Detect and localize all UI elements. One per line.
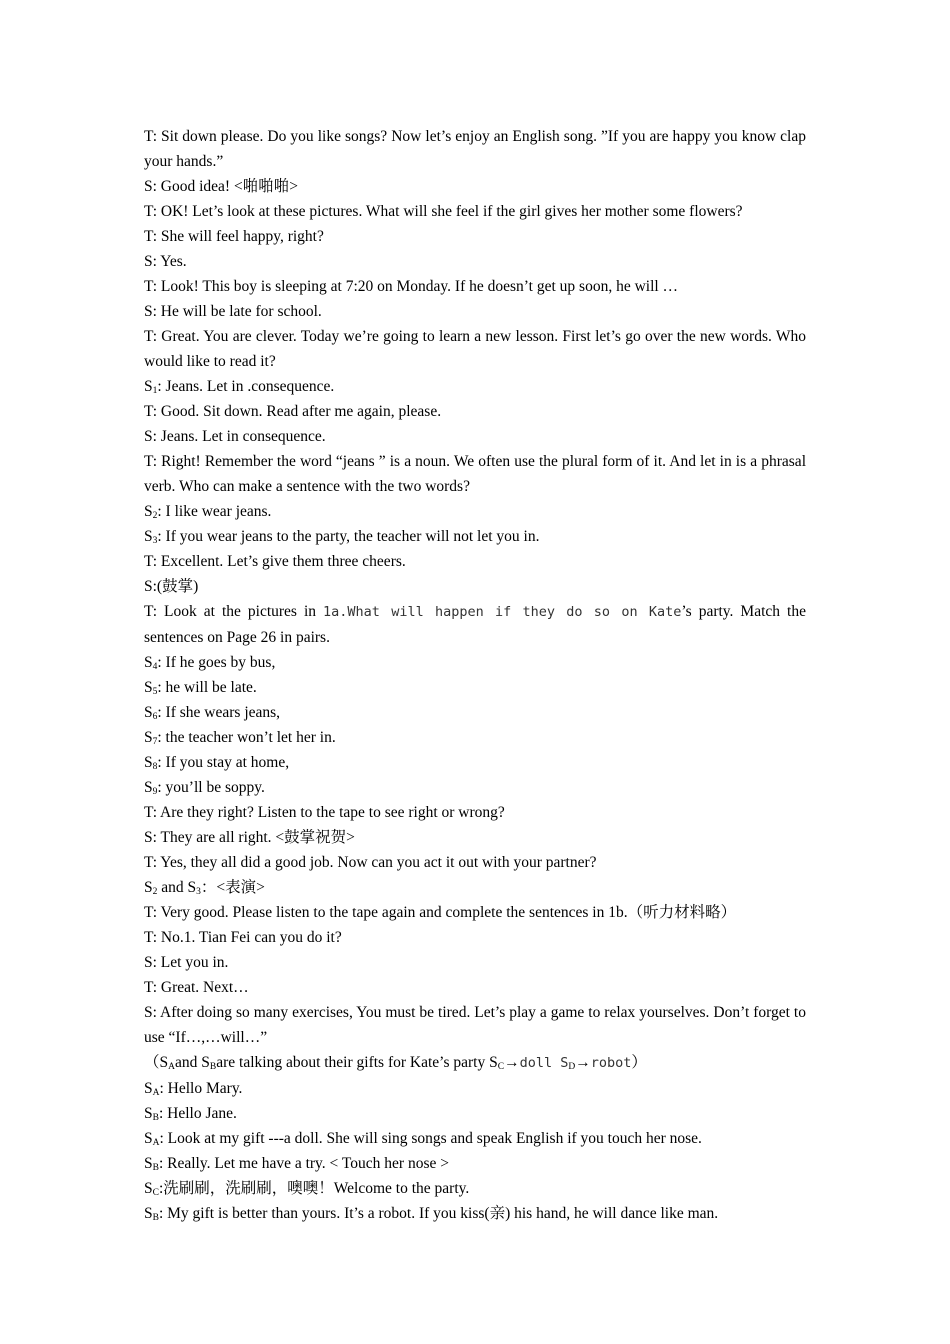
- transcript-line: [144, 1050, 806, 1076]
- transcript-line: [144, 650, 806, 675]
- transcript-line: [144, 725, 806, 750]
- line-text: ）: [631, 1054, 647, 1071]
- transcript-line: [144, 675, 806, 700]
- transcript-line: S: They are all right. <鼓掌祝贺>: [144, 829, 355, 846]
- speaker-subscript: 6: [152, 712, 158, 722]
- line-text: （S: [144, 1054, 169, 1071]
- line-text: ’s party. Match the sentences on Page 26 in pairs.: [144, 603, 806, 646]
- transcript-line: T: Great. You are clever. Today we’re going to learn a new lesson. First let’s go over the new words. Who would like to read it?: [144, 328, 806, 370]
- transcript-line: [144, 1151, 806, 1176]
- monospace-text: robot: [590, 1055, 632, 1071]
- speaker-subscript: 3: [196, 887, 201, 897]
- line-text: : If he goes by bus,: [157, 654, 276, 671]
- transcript-line: [144, 524, 806, 549]
- speaker-subscript: 5: [152, 687, 158, 697]
- transcript-line: S: Jeans. Let in consequence.: [144, 428, 326, 445]
- transcript-line: [144, 1201, 806, 1226]
- transcript-line: T: Great. Next…: [144, 979, 249, 996]
- speaker-subscript: C: [152, 1188, 159, 1198]
- transcript-line: [144, 1176, 806, 1201]
- speaker-label: S: [144, 679, 153, 696]
- transcript-line: T: She will feel happy, right?: [144, 228, 324, 245]
- transcript-line: T: No.1. Tian Fei can you do it?: [144, 929, 342, 946]
- speaker-label: S: [144, 1080, 153, 1097]
- line-text: : he will be late.: [157, 679, 257, 696]
- arrow-glyph: →: [575, 1054, 591, 1071]
- speaker-subscript: 9: [152, 787, 158, 797]
- line-text: are talking about their gifts for Kate’s party S: [216, 1054, 498, 1071]
- speaker-label: S: [144, 1105, 153, 1122]
- speaker-label: S: [144, 378, 153, 395]
- speaker-label: S: [144, 1130, 153, 1147]
- speaker-subscript: C: [497, 1062, 505, 1072]
- speaker-subscript: A: [168, 1062, 175, 1072]
- line-text: ：<表演>: [200, 879, 265, 896]
- transcript-line: [144, 1126, 806, 1151]
- transcript-line: [144, 875, 806, 900]
- line-text: : Jeans. Let in .consequence.: [157, 378, 335, 395]
- line-text: : If she wears jeans,: [157, 704, 281, 721]
- speaker-subscript: A: [152, 1088, 160, 1098]
- speaker-subscript: B: [209, 1062, 217, 1072]
- transcript-line: S: Yes.: [144, 253, 187, 270]
- speaker-subscript: 3: [152, 536, 158, 546]
- speaker-label: S: [144, 1205, 153, 1222]
- transcript-line: [144, 1101, 806, 1126]
- lesson-transcript: [144, 124, 806, 1226]
- transcript-line: [144, 499, 806, 524]
- line-text: : My gift is better than yours. It’s a robot. If you kiss(亲) his hand, he will dance like man.: [158, 1205, 719, 1222]
- speaker-subscript: B: [152, 1213, 159, 1223]
- line-text: : Really. Let me have a try. < Touch her nose >: [158, 1155, 449, 1172]
- transcript-line: S: Let you in.: [144, 954, 229, 971]
- arrow-glyph: →: [504, 1054, 520, 1071]
- speaker-subscript: 1: [152, 386, 158, 396]
- speaker-subscript: A: [152, 1138, 160, 1148]
- line-text: : Hello Jane.: [158, 1105, 237, 1122]
- transcript-line: T: Yes, they all did a good job. Now can you act it out with your partner?: [144, 854, 597, 871]
- speaker-label: S: [144, 779, 153, 796]
- speaker-subscript: 4: [152, 662, 158, 672]
- speaker-label: S: [144, 503, 153, 520]
- transcript-line: T: Very good. Please listen to the tape again and complete the sentences in 1b.（听力材料略）: [144, 904, 737, 921]
- speaker-subscript: B: [152, 1113, 159, 1123]
- transcript-line: [144, 750, 806, 775]
- line-text: : the teacher won’t let her in.: [157, 729, 336, 746]
- transcript-line: S:(鼓掌): [144, 578, 199, 595]
- line-text: : Hello Mary.: [159, 1080, 243, 1097]
- speaker-label: S: [144, 1180, 153, 1197]
- transcript-line: S: Good idea! <啪啪啪>: [144, 178, 298, 195]
- transcript-line: T: Sit down please. Do you like songs? Now let’s enjoy an English song. ”If you are happy you know clap your hands.”: [144, 128, 806, 170]
- line-text: and S: [157, 879, 197, 896]
- speaker-label: S: [144, 654, 153, 671]
- monospace-text: 1a.What will happen if they do so on Kate: [323, 604, 682, 620]
- transcript-line: T: Look! This boy is sleeping at 7:20 on Monday. If he doesn’t get up soon, he will …: [144, 278, 679, 295]
- transcript-line: [144, 700, 806, 725]
- transcript-line: T: Right! Remember the word “jeans ” is a noun. We often use the plural form of it. And let in is a phrasal verb. Who can make a sentence with the two words?: [144, 453, 806, 495]
- transcript-line: T: OK! Let’s look at these pictures. What will she feel if the girl gives her mother some flowers?: [144, 203, 743, 220]
- line-text: : you’ll be soppy.: [157, 779, 265, 796]
- monospace-text: doll S: [519, 1055, 569, 1071]
- line-text: : Look at my gift ---a doll. She will sing songs and speak English if you touch her nose.: [159, 1130, 702, 1147]
- transcript-line: [144, 599, 806, 650]
- speaker-subscript: B: [152, 1163, 159, 1173]
- speaker-subscript: 2: [152, 887, 158, 897]
- line-text: : If you stay at home,: [157, 754, 290, 771]
- transcript-line: T: Excellent. Let’s give them three cheers.: [144, 553, 406, 570]
- speaker-subscript: 8: [152, 762, 158, 772]
- transcript-line: T: Good. Sit down. Read after me again, please.: [144, 403, 442, 420]
- line-text: :洗刷刷，洗刷刷，噢噢！Welcome to the party.: [158, 1180, 470, 1197]
- transcript-line: [144, 374, 806, 399]
- speaker-label: S: [144, 879, 153, 896]
- speaker-label: S: [144, 528, 153, 545]
- speaker-subscript: D: [568, 1062, 576, 1072]
- line-text: : I like wear jeans.: [157, 503, 272, 520]
- transcript-line: S: He will be late for school.: [144, 303, 322, 320]
- line-text: : If you wear jeans to the party, the teacher will not let you in.: [157, 528, 540, 545]
- speaker-label: S: [144, 754, 153, 771]
- line-text: T: Look at the pictures in: [144, 603, 324, 620]
- line-text: and S: [175, 1054, 210, 1071]
- transcript-line: S: After doing so many exercises, You must be tired. Let’s play a game to relax yourselves. Don’t forget to use “If…,…will…”: [144, 1004, 806, 1046]
- speaker-label: S: [144, 1155, 153, 1172]
- transcript-line: [144, 775, 806, 800]
- speaker-subscript: 2: [152, 511, 158, 521]
- transcript-line: T: Are they right? Listen to the tape to see right or wrong?: [144, 804, 505, 821]
- speaker-subscript: 7: [152, 737, 158, 747]
- speaker-label: S: [144, 704, 153, 721]
- speaker-label: S: [144, 729, 153, 746]
- transcript-line: [144, 1076, 806, 1101]
